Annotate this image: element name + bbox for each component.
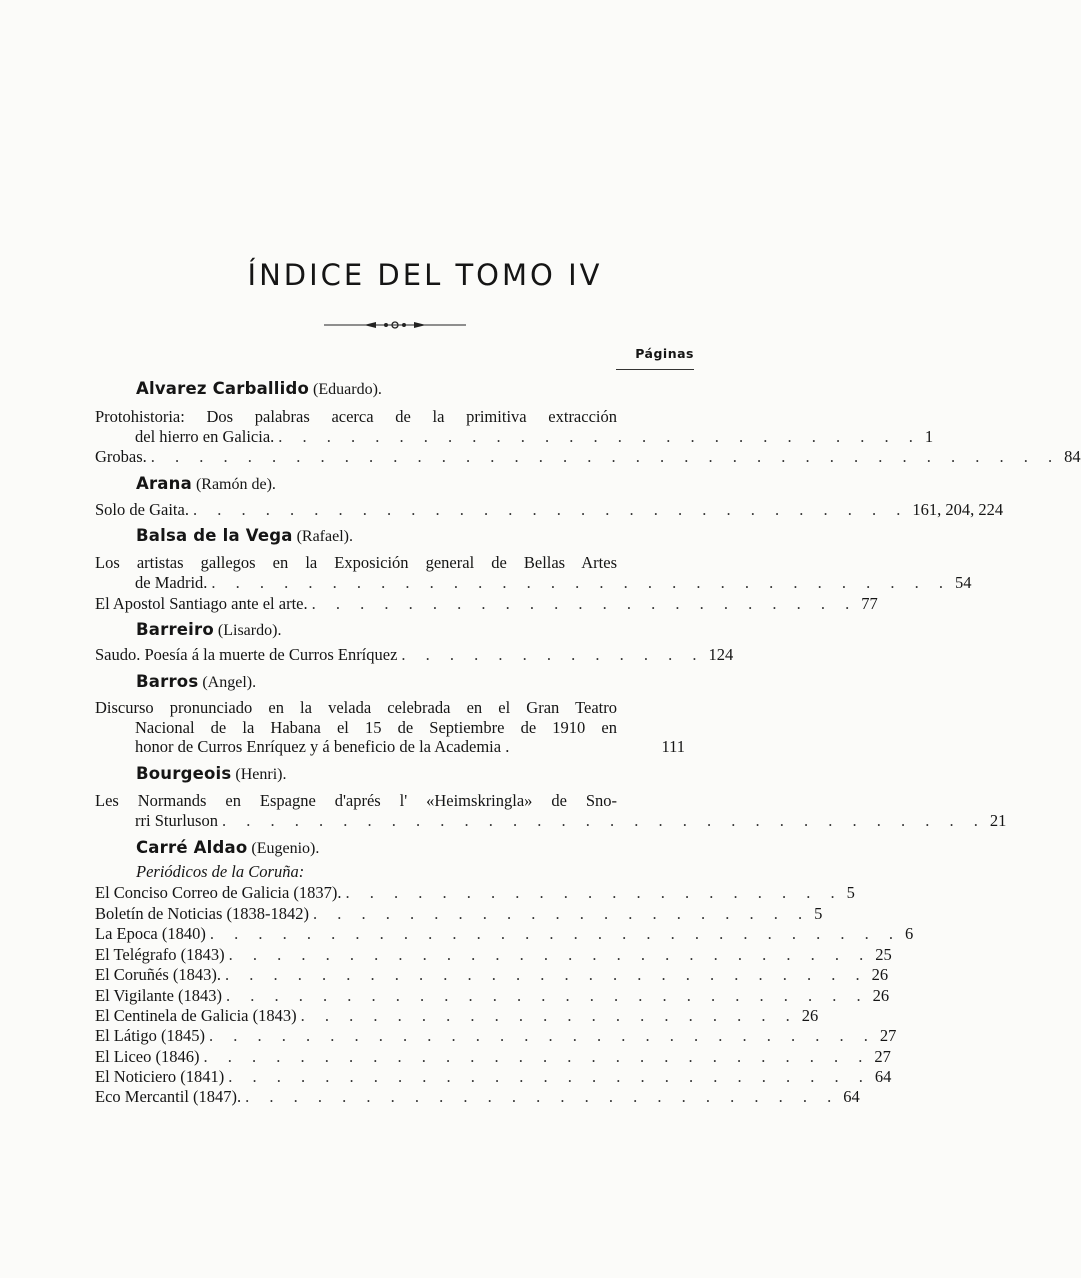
author-heading (136, 526, 353, 546)
index-entry (95, 1047, 891, 1069)
dot-leader: . . . . . . . . . . . . . . . . . . . . . . . . . . . . . . . . . . . . . . (150, 447, 1061, 466)
index-entry (95, 924, 914, 946)
dot-leader: . . . . . . . . . . . . . . . . . . . . . . . . . . . . . (209, 924, 901, 943)
dot-leader: . . . . . . . . . . . . . . . . . . . . . (313, 904, 811, 923)
entry-title-line: Boletín de Noticias (1838-1842) (95, 904, 310, 923)
entry-title-line: rri Sturluson (135, 811, 218, 830)
author-given-name: (Eduardo). (313, 381, 382, 398)
index-entry (95, 1087, 860, 1109)
author-heading (136, 672, 256, 692)
entry-title-line: El Centinela de Galicia (1843) (95, 1006, 297, 1025)
author-given-name: (Angel). (202, 674, 257, 691)
index-entry (95, 986, 890, 1008)
author-heading (136, 620, 281, 640)
entry-title-line: Los artistas gallegos en la Exposición general de Bellas Artes (95, 553, 617, 572)
column-header-rule (616, 369, 694, 370)
index-entry (135, 573, 972, 595)
dot-leader: . . . . . . . . . . . . . (401, 645, 705, 664)
entry-title-line: El Liceo (1846) (95, 1047, 200, 1066)
entry-title-line: honor de Curros Enríquez y á beneficio de la Academia . (135, 737, 510, 756)
entry-title-line: El Apostol Santiago ante el arte. (95, 594, 308, 613)
author-surname: Carré Aldao (136, 838, 248, 857)
page-number: 21 (989, 811, 1007, 830)
entry-title-line: El Coruñés (1843). (95, 965, 222, 984)
dot-leader: . . . . . . . . . . . . . . . . . . . . . . . . . . . . (208, 1026, 876, 1045)
index-entry (95, 883, 855, 905)
entry-title-line: El Telégrafo (1843) (95, 945, 225, 964)
entry-title-line: El Conciso Correo de Galicia (1837). (95, 883, 342, 902)
dot-leader: . . . . . . . . . . . . . . . . . . . . . . . . . . . . (203, 1047, 871, 1066)
author-surname: Barros (136, 672, 199, 691)
entry-title-line: Grobas. (95, 447, 147, 466)
entry-title-line: Nacional de la Habana el 15 de Septiembre de 1910 en (135, 718, 617, 737)
page-number: 26 (871, 965, 889, 984)
author-heading (136, 379, 382, 399)
dot-leader: . . . . . . . . . . . . . . . . . . . . . . . (311, 594, 858, 613)
index-entry (95, 1067, 892, 1089)
dot-leader: . . . . . . . . . . . . . . . . . . . . . . . . . . . . . . (192, 500, 909, 519)
author-surname: Alvarez Carballido (136, 379, 310, 398)
index-entry (95, 1026, 897, 1048)
index-entry (135, 811, 1007, 833)
page-title: ÍNDICE DEL TOMO IV (247, 258, 603, 292)
entry-title-line: Protohistoria: Dos palabras acerca de la primitiva extracción (95, 407, 617, 426)
index-entry (95, 945, 892, 967)
page-number: 1 (924, 427, 934, 446)
page-number: 64 (874, 1067, 892, 1086)
section-subheading: Periódicos de la Coruña: (136, 862, 305, 881)
page-number: 5 (846, 883, 855, 902)
page-number: 161, 204, 224 (912, 500, 1004, 519)
page-number: 27 (879, 1026, 897, 1045)
page-number: 54 (955, 573, 972, 592)
author-surname: Balsa de la Vega (136, 526, 293, 545)
entry-title-line: del hierro en Galicia. (135, 427, 275, 446)
page-number: 77 (861, 594, 878, 613)
dot-leader: . . . . . . . . . . . . . . . . . . . . . . . . . . . (226, 986, 869, 1005)
index-entry (135, 427, 934, 449)
entry-title-line: La Epoca (1840) (95, 924, 206, 943)
entry-title-line: Discurso pronunciado en la velada celebrada en el Gran Teatro (95, 698, 617, 717)
page-number: 26 (872, 986, 890, 1005)
entry-title-line: Saudo. Poesía á la muerte de Curros Enríquez (95, 645, 398, 664)
dot-leader: . . . . . . . . . . . . . . . . . . . . . (300, 1006, 798, 1025)
entry-title-line: El Noticiero (1841) (95, 1067, 225, 1086)
author-given-name: (Rafael). (296, 528, 353, 545)
index-entry (95, 594, 878, 616)
author-surname: Arana (136, 474, 192, 493)
page-number: 25 (875, 945, 892, 964)
page-number: 84 (1064, 447, 1081, 466)
index-entry (95, 904, 823, 926)
entry-title-line: Les Normands en Espagne d'aprés l' «Heimskringla» de Sno- (95, 791, 617, 810)
entry-title-line: de Madrid. (135, 573, 208, 592)
dot-leader: . . . . . . . . . . . . . . . . . . . . . (345, 883, 843, 902)
dot-leader: . . . . . . . . . . . . . . . . . . . . . . . . . . . . . . . . (221, 811, 986, 830)
entry-title-line: El Látigo (1845) (95, 1026, 205, 1045)
entry-title-line: Solo de Gaita. (95, 500, 189, 519)
author-heading (136, 838, 319, 858)
dot-leader: . . . . . . . . . . . . . . . . . . . . . . . . . (245, 1087, 840, 1106)
index-entry (95, 500, 1004, 522)
author-given-name: (Lisardo). (217, 622, 282, 639)
author-given-name: (Eugenio). (251, 840, 320, 857)
index-entry (135, 737, 685, 759)
index-entry (95, 1006, 819, 1028)
dot-leader: . . . . . . . . . . . . . . . . . . . . . . . . . . . (228, 945, 872, 964)
paginas-column-header: Páginas (635, 346, 694, 361)
dot-leader: . . . . . . . . . . . . . . . . . . . . . . . . . . . . . . . (211, 573, 952, 592)
page-number: 111 (661, 737, 685, 756)
page-number: 6 (905, 924, 914, 943)
index-entry (95, 965, 889, 987)
page-number: 27 (874, 1047, 891, 1066)
author-heading (136, 764, 287, 784)
ornament-divider-icon (324, 318, 466, 332)
dot-leader: . . . . . . . . . . . . . . . . . . . . . . . . . . . (278, 427, 921, 446)
author-given-name: (Ramón de). (195, 476, 276, 493)
dot-leader: . . . . . . . . . . . . . . . . . . . . . . . . . . . (228, 1067, 871, 1086)
page-number: 64 (843, 1087, 860, 1106)
page-number: 26 (801, 1006, 819, 1025)
entry-title-line: Eco Mercantil (1847). (95, 1087, 242, 1106)
page-number: 124 (708, 645, 734, 664)
index-entry (95, 645, 734, 667)
entry-title-line: El Vigilante (1843) (95, 986, 223, 1005)
dot-leader: . . . . . . . . . . . . . . . . . . . . . . . . . . . (225, 965, 868, 984)
author-surname: Bourgeois (136, 764, 232, 783)
index-entry (95, 447, 1081, 469)
author-heading (136, 474, 276, 494)
author-surname: Barreiro (136, 620, 214, 639)
page-number: 5 (814, 904, 823, 923)
author-given-name: (Henri). (235, 766, 287, 783)
